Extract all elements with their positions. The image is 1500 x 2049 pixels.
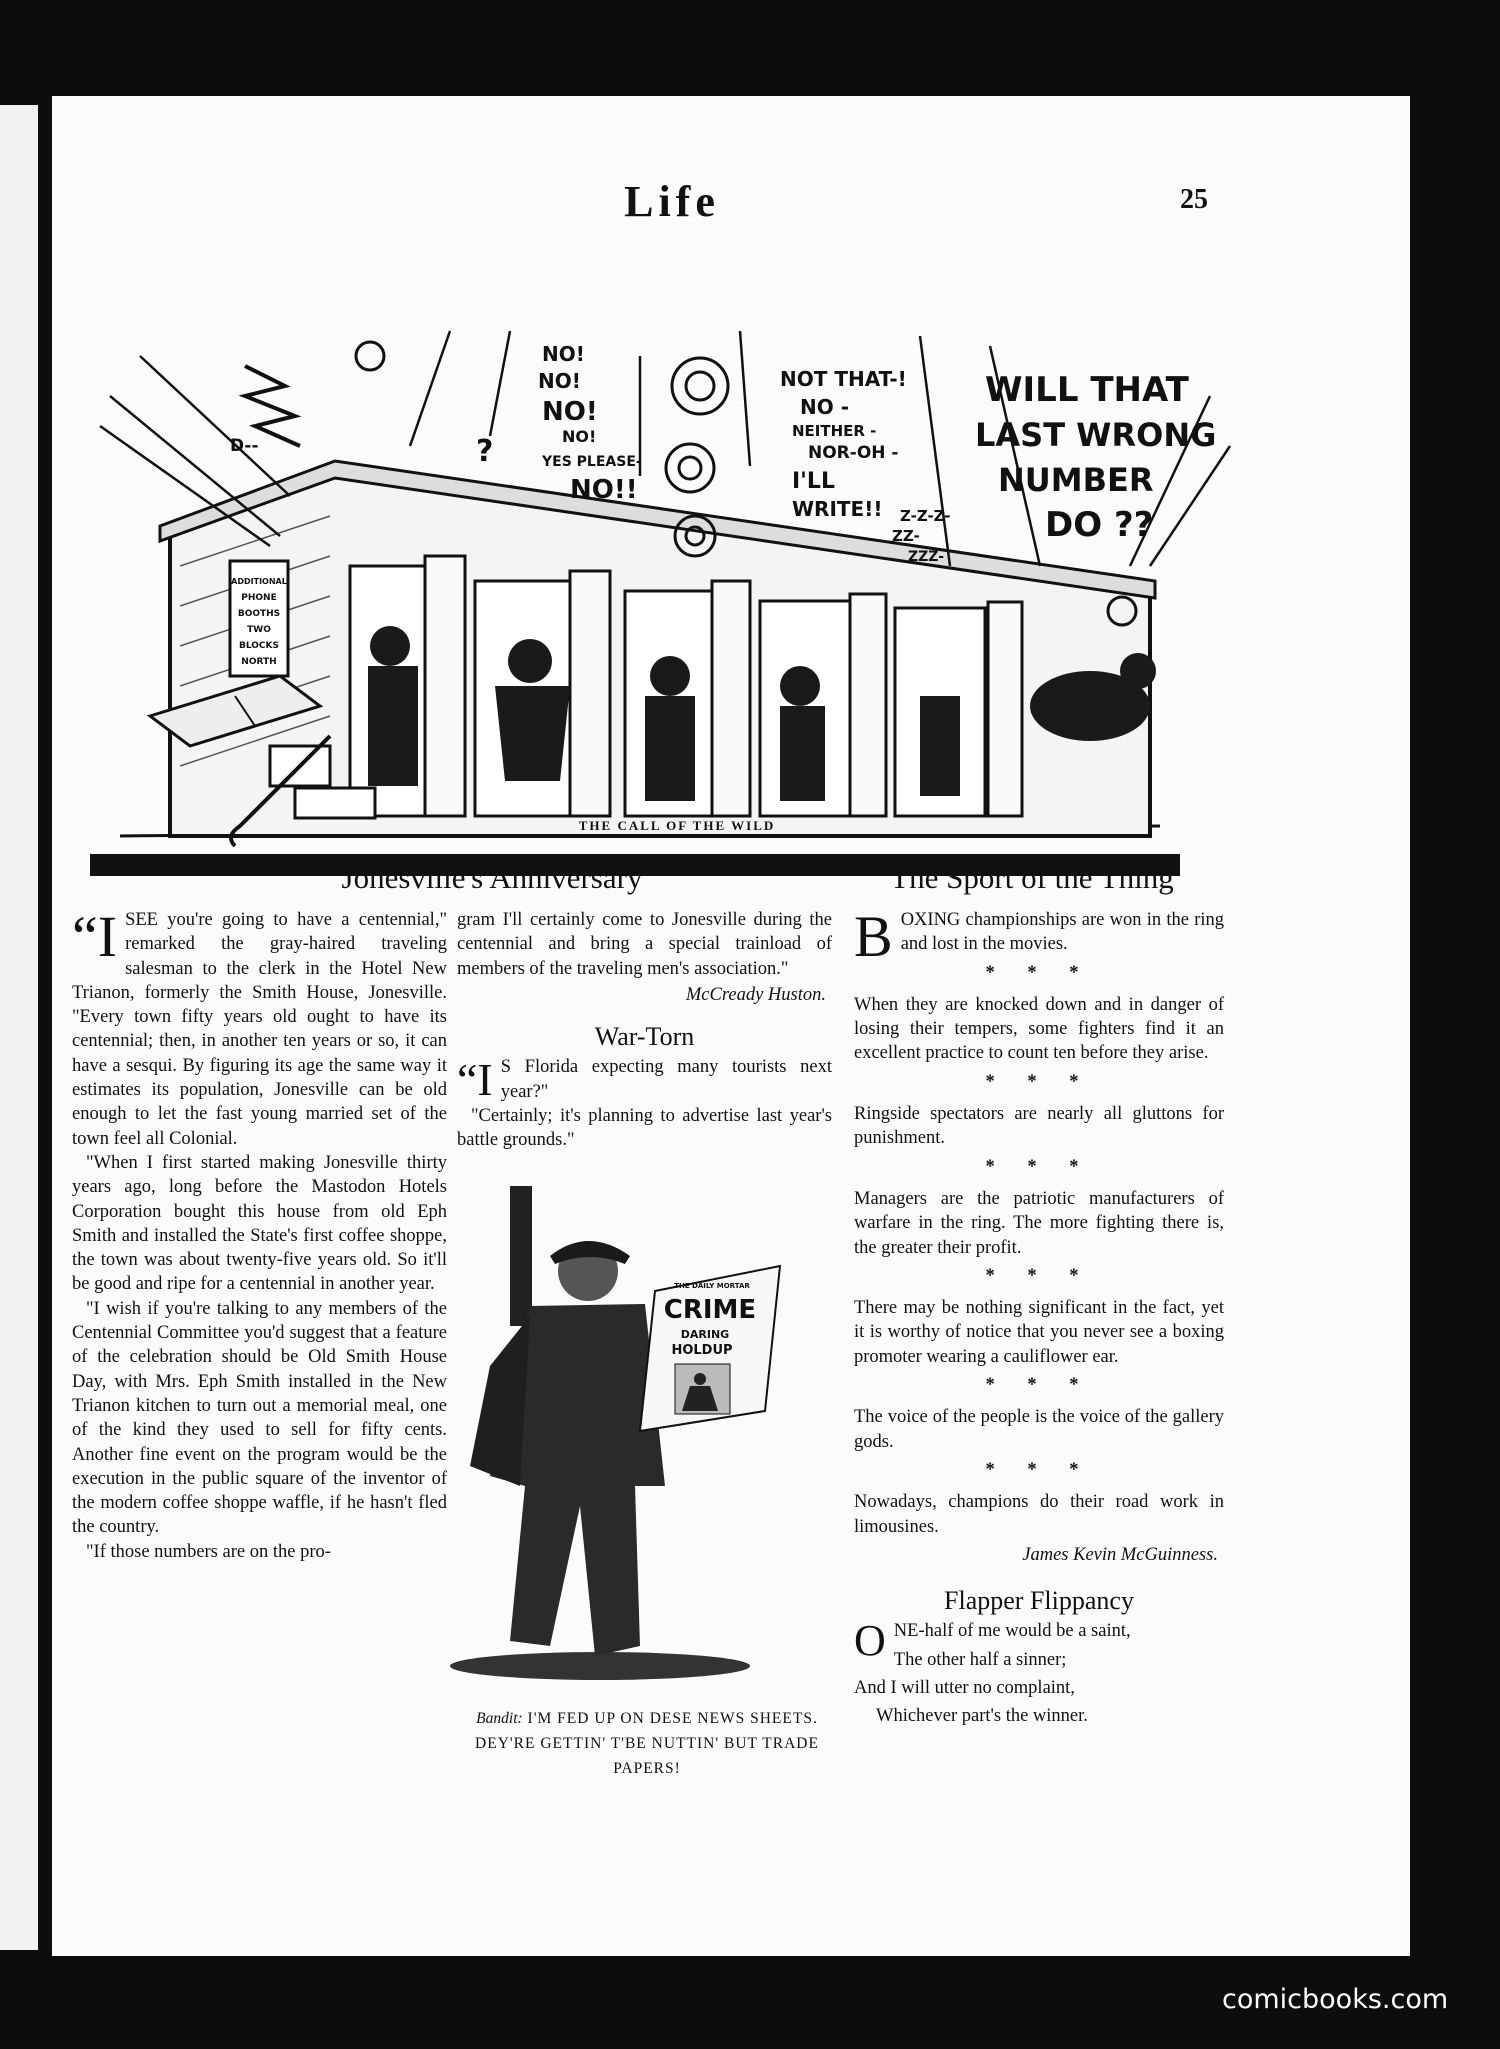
cartoon-caption: THE CALL OF THE WILD bbox=[578, 818, 776, 833]
sport-paragraph-3: Ringside spectators are nearly all gluttons for punishment. bbox=[854, 1104, 1224, 1149]
shout-no-4: NO! bbox=[562, 427, 597, 446]
newspaper-daring: DARING bbox=[680, 1328, 730, 1341]
center-column: gram I'll certainly come to Jonesville during the centennial and bring a special trainload of members of the traveling men's association." McCready Huston. War-Torn “I S Florida expecting many tourists next year?" "Certainly; it's planning to advertise last year's battle grounds." bbox=[457, 908, 832, 1153]
jonesville-paragraph-1: SEE you're going to have a centennial," remarked the gray-haired traveling salesman to the clerk in the Hotel New Trianon, formerly the Smith House, Jonesville. "Every town fifty years old ought to have its centennial; then, in another ten years or so, it can have a sesqui. By figuring its age the same way it estimates its population, Jonesville can be old enough to let the fast young married set of the town feel all Colonial. bbox=[72, 910, 447, 1149]
shout-question: ? bbox=[476, 434, 494, 469]
sign-line-5: BLOCKS bbox=[239, 641, 279, 651]
sport-paragraph-1: OXING championships are won in the ring and lost in the movies. bbox=[900, 910, 1224, 955]
sign-line-6: NORTH bbox=[241, 657, 277, 667]
sign-line-2: PHONE bbox=[241, 593, 277, 603]
adjacent-page-edge bbox=[0, 105, 38, 1950]
jonesville-column-1: “I SEE you're going to have a centennial," remarked the gray-haired traveling salesman to the clerk in the Hotel New Trianon, formerly the Smith House, Jonesville. "Every town fifty years old ought to have its centennial; then, in another ten years or so, it can have a sesqui. By figuring its age the same way it estimates its population, Jonesville can be old enough to let the fast young married set of the town feel all Colonial. "When I first started making Jonesville thirty years ago, long before the Mastodon Hotels Corporation bought this house from old Eph Smith and installed the State's first coffee shoppe, the town was about twenty-five years old. So it'll be good and ripe for a centennial in another year. "I wish if you're talking to any members of the Centennial Committee you'd suggest that a feature of the celebration should be Old Smith House Day, with Mrs. Eph Smith installed in the New Trianon kitchen to turn out a memorial meal, one of the kind they used to sell for fifty cents. Another fine event on the program would be the execution in the public square of the inventor of the modern coffee shoppe waffle, if he hasn't fled the country. "If those numbers are on the pro- bbox=[72, 908, 447, 1564]
sport-column bbox=[854, 904, 1224, 1733]
bandit-caption-block bbox=[462, 1706, 832, 1781]
bandit-illustration bbox=[450, 1186, 810, 1681]
section-stars-1: * * * bbox=[985, 962, 1093, 983]
war-torn-paragraph-2: "Certainly; it's planning to advertise last year's battle grounds." bbox=[457, 1106, 832, 1151]
shout-zzz-1: Z-Z-Z- bbox=[900, 507, 951, 525]
sport-paragraph-7: Nowadays, champions do their road work in limousines. bbox=[854, 1492, 1224, 1537]
shout-zzz-2: ZZ- bbox=[892, 527, 920, 545]
shout-d: D-- bbox=[230, 436, 259, 456]
shout-do: DO ?? bbox=[1045, 505, 1154, 545]
flapper-line-4: Whichever part's the winner. bbox=[876, 1706, 1088, 1727]
sign-line-4: TWO bbox=[247, 625, 271, 635]
jonesville-headline: Jonesville's Anniversary bbox=[341, 860, 643, 895]
flapper-line-2: The other half a sinner; bbox=[893, 1649, 1067, 1670]
sign-line-3: BOOTHS bbox=[237, 609, 281, 619]
jonesville-author: McCready Huston. bbox=[685, 984, 826, 1005]
jonesville-paragraph-2: "When I first started making Jonesville thirty years ago, long before the Mastodon Hotels Corporation bought this house from old Eph Smith and installed the State's first coffee shoppe, the town was about twenty-five years old. So it'll be good and ripe for a centennial in another year. bbox=[72, 1152, 447, 1295]
sport-headline: The Sport of the Thing bbox=[890, 860, 1174, 895]
shout-no-dash: NO - bbox=[800, 395, 850, 419]
flapper-poem bbox=[854, 1616, 1224, 1728]
war-torn-headline: War-Torn bbox=[594, 1022, 695, 1052]
sport-paragraph-5: There may be nothing significant in the fact, yet it is worthy of notice that you never see a boxing promoter wearing a cauliflower ear. bbox=[854, 1298, 1224, 1367]
bandit-drawing bbox=[450, 1186, 810, 1681]
shout-ill: I'LL bbox=[792, 469, 835, 494]
shout-zzz-3: ZZZ- bbox=[908, 549, 945, 565]
magazine-page bbox=[52, 96, 1410, 1956]
shout-no-1: NO! bbox=[542, 342, 585, 366]
jonesville-paragraph-5: gram I'll certainly come to Jonesville during the centennial and bring a special trainload of members of the traveling men's association." bbox=[457, 910, 832, 979]
watermark: comicbooks.com bbox=[1222, 1984, 1449, 2015]
bandit-caption: I'M FED UP ON DESE NEWS SHEETS. DEY'RE GETTIN' T'BE NUTTIN' BUT TRADE PAPERS! bbox=[475, 1710, 819, 1777]
war-torn-dropcap: I bbox=[477, 1054, 493, 1106]
shout-number: NUMBER bbox=[998, 461, 1154, 499]
magazine-title: Life bbox=[624, 177, 720, 226]
newspaper-holdup: HOLDUP bbox=[671, 1343, 733, 1358]
shout-last-wrong: LAST WRONG bbox=[975, 416, 1217, 454]
sport-paragraph-2: When they are knocked down and in danger of losing their tempers, some fighters find it an excellent practice to count ten before they arise. bbox=[854, 994, 1224, 1064]
newspaper-masthead: THE DAILY MORTAR bbox=[674, 1282, 750, 1290]
jonesville-paragraph-4: "If those numbers are on the pro- bbox=[86, 1541, 331, 1562]
section-stars-2: * * * bbox=[985, 1071, 1093, 1092]
sport-paragraph-4: Managers are the patriotic manufacturers of warfare in the ring. The more fighting there is, the greater their profit. bbox=[854, 1188, 1224, 1258]
bandit-speaker: Bandit: bbox=[476, 1710, 523, 1727]
shout-not-that: NOT THAT-! bbox=[780, 367, 907, 391]
shout-no-3: NO! bbox=[542, 397, 598, 427]
war-torn-paragraph-1: S Florida expecting many tourists next year?" bbox=[500, 1057, 832, 1102]
shout-write: WRITE!! bbox=[792, 497, 883, 521]
section-stars-5: * * * bbox=[985, 1375, 1093, 1396]
flapper-dropcap: O bbox=[854, 1616, 886, 1666]
section-stars-3: * * * bbox=[985, 1156, 1093, 1177]
section-stars-6: * * * bbox=[985, 1459, 1093, 1480]
shout-no-5: NO!! bbox=[570, 475, 638, 505]
flapper-headline: Flapper Flippancy bbox=[944, 1586, 1134, 1616]
flapper-line-3: And I will utter no complaint, bbox=[854, 1678, 1075, 1699]
shout-will-that: WILL THAT bbox=[985, 370, 1189, 410]
sign-line-1: ADDITIONAL bbox=[231, 577, 287, 586]
section-stars-4: * * * bbox=[985, 1265, 1093, 1286]
phone-booth-cartoon bbox=[80, 236, 1240, 906]
newspaper-headline-crime: CRIME bbox=[663, 1295, 757, 1325]
cartoon-drawing bbox=[80, 236, 1240, 906]
shout-neither: NEITHER - bbox=[792, 422, 877, 440]
sport-dropcap: B bbox=[854, 904, 893, 969]
page-number: 25 bbox=[1180, 184, 1208, 215]
shout-no-2: NO! bbox=[538, 369, 581, 393]
sport-paragraph-6: The voice of the people is the voice of the gallery gods. bbox=[854, 1407, 1224, 1452]
shout-nor-oh: NOR-OH - bbox=[808, 443, 899, 463]
jonesville-dropcap: I bbox=[97, 904, 118, 969]
jonesville-paragraph-3: "I wish if you're talking to any members of the Centennial Committee you'd suggest that a feature of the celebration should be Old Smith House Day, with Mrs. Eph Smith installed in the New Trianon kitchen to turn out a memorial meal, one of the kind they used to sell for fifty cents. Another fine event on the program would be the execution in the public square of the inventor of the modern coffee shoppe waffle, if he hasn't fled the country. bbox=[72, 1298, 447, 1538]
flapper-line-1: NE-half of me would be a saint, bbox=[893, 1621, 1131, 1642]
shout-yes-please: YES PLEASE- bbox=[542, 454, 642, 470]
sport-author: James Kevin McGuinness. bbox=[1022, 1544, 1218, 1565]
